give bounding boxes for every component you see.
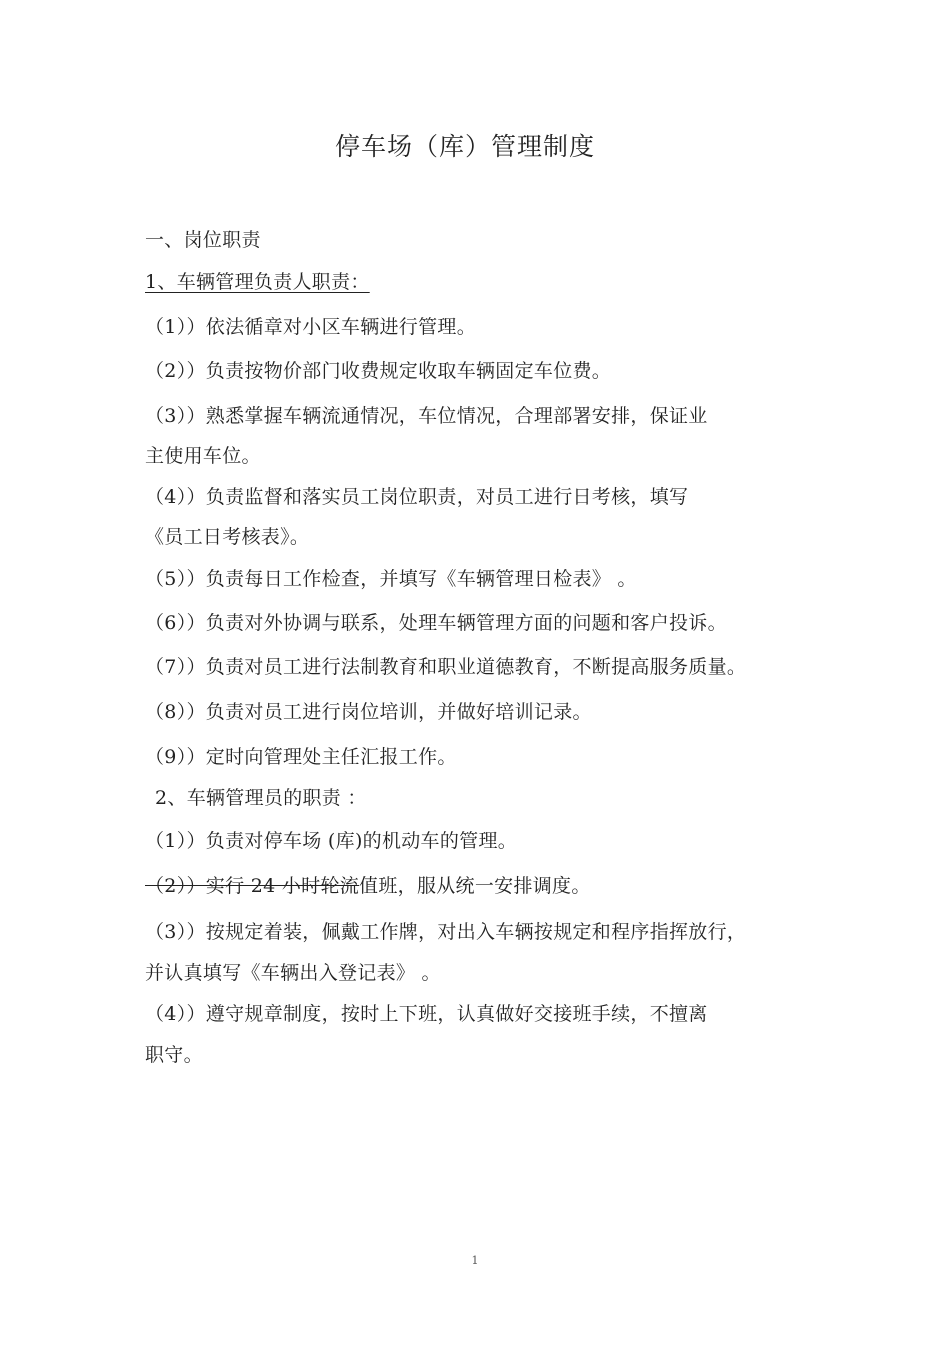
subsection-heading-2: 2、车辆管理员的职责 ： [155,787,367,809]
struck-text: （2））实行 24 小时轮流 [145,875,360,897]
section-heading: 一、岗位职责 [145,229,261,251]
list-item-continuation: 《员工日考核表》。 [145,526,310,548]
list-item-continuation: 并认真填写《车辆出入登记表》 。 [145,962,441,984]
list-item-text: 值班，服从统一安排调度。 [359,875,591,897]
list-item: （4））负责监督和落实员工岗位职责，对员工进行日考核，填写 [145,486,689,508]
list-item: （9））定时向管理处主任汇报工作。 [145,746,457,768]
list-item: （7））负责对员工进行法制教育和职业道德教育，不断提高服务质量。 [145,656,747,678]
list-item: （2））负责按物价部门收费规定收取车辆固定车位费。 [145,360,612,382]
document-title: 停车场（库）管理制度 [334,132,595,161]
list-item: （8））负责对员工进行岗位培训，并做好培训记录。 [145,701,592,723]
list-item: （4））遵守规章制度，按时上下班，认真做好交接班手续，不擅离 [145,1003,708,1025]
list-item-continuation: 职守。 [145,1044,203,1066]
list-item: （1））负责对停车场 (库)的机动车的管理。 [145,830,518,852]
page-number: 1 [471,1254,479,1267]
list-item-shift [145,874,591,898]
list-item: （3））熟悉掌握车辆流通情况，车位情况，合理部署安排，保证业 [145,405,708,427]
list-item: （3））按规定着装，佩戴工作牌，对出入车辆按规定和程序指挥放行， [145,921,747,943]
list-item: （6））负责对外协调与联系，处理车辆管理方面的问题和客户投诉。 [145,612,727,634]
list-item: （5））负责每日工作检查，并填写《车辆管理日检表》 。 [145,568,637,590]
list-item: （1））依法循章对小区车辆进行管理。 [145,316,476,338]
subsection-heading-1: 1、车辆管理负责人职责： [145,271,370,293]
list-item-continuation: 主使用车位。 [145,445,261,467]
